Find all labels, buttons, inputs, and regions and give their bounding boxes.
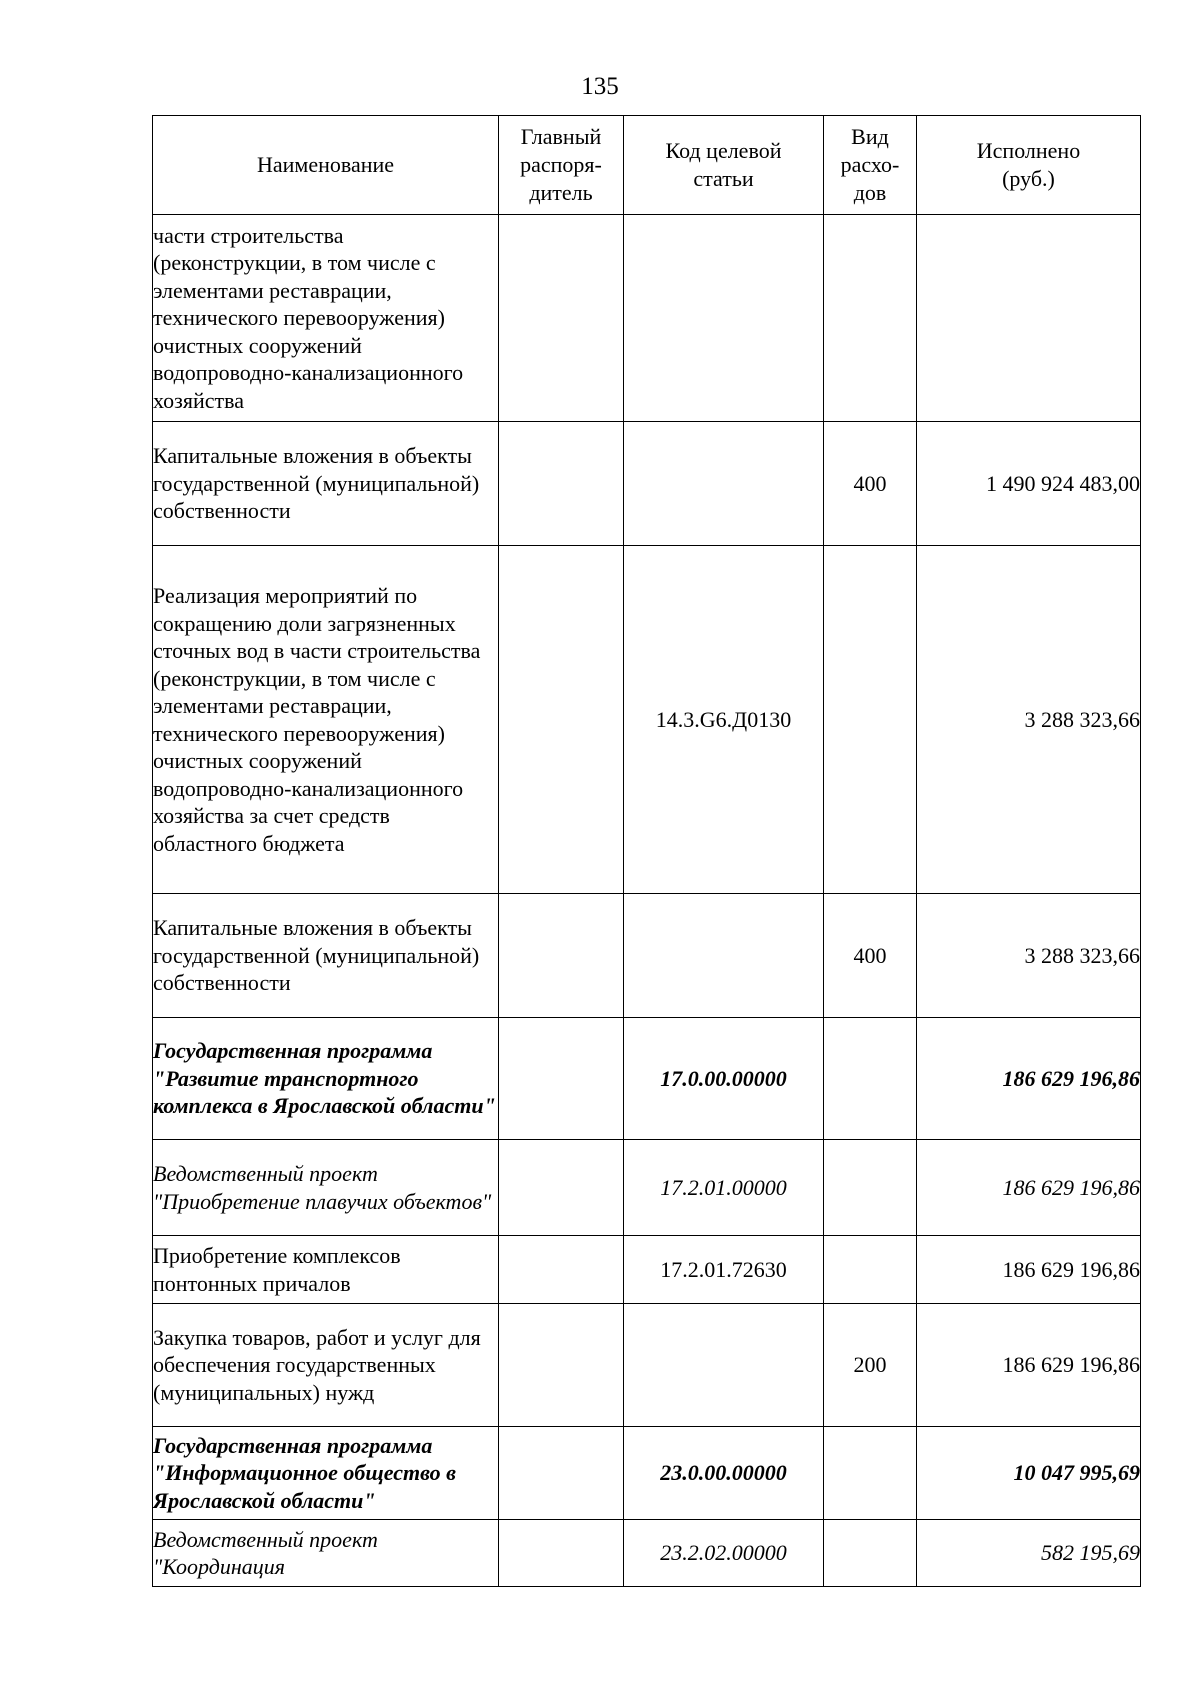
cell-executed: 186 629 196,86 [917, 1236, 1141, 1304]
table-row [153, 215, 1141, 422]
cell-manager [499, 546, 624, 894]
header-manager: Главный распоря- дитель [499, 116, 624, 215]
cell-executed: 10 047 995,69 [917, 1427, 1141, 1520]
cell-manager [499, 1018, 624, 1140]
cell-executed: 582 195,69 [917, 1520, 1141, 1587]
table-row [153, 1140, 1141, 1236]
table-row [153, 894, 1141, 1018]
cell-code: 23.0.00.00000 [624, 1427, 824, 1520]
header-name: Наименование [153, 116, 499, 215]
cell-manager [499, 1520, 624, 1587]
cell-manager [499, 215, 624, 422]
cell-manager [499, 894, 624, 1018]
cell-name: Капитальные вложения в объекты государственной (муниципальной) собственности [153, 422, 499, 546]
cell-executed: 186 629 196,86 [917, 1018, 1141, 1140]
cell-expense-type [824, 215, 917, 422]
cell-code [624, 215, 824, 422]
cell-manager [499, 1427, 624, 1520]
cell-code: 17.2.01.00000 [624, 1140, 824, 1236]
table-row [153, 1018, 1141, 1140]
cell-executed: 186 629 196,86 [917, 1304, 1141, 1427]
cell-expense-type: 200 [824, 1304, 917, 1427]
cell-name: Реализация мероприятий по сокращению доли загрязненных сточных вод в части строительства (реконструкции, в том числе с элементами реставрации, технического перевооружения) очистных сооружений водопроводно-канализационного хозяйства за счет средств областного бюджета [153, 546, 499, 894]
cell-executed [917, 215, 1141, 422]
header-executed: Исполнено (руб.) [917, 116, 1141, 215]
cell-manager [499, 1140, 624, 1236]
cell-expense-type [824, 1140, 917, 1236]
cell-expense-type: 400 [824, 422, 917, 546]
cell-expense-type [824, 1236, 917, 1304]
cell-expense-type [824, 546, 917, 894]
header-code: Код целевой статьи [624, 116, 824, 215]
cell-manager [499, 1304, 624, 1427]
table-row [153, 1236, 1141, 1304]
cell-expense-type [824, 1018, 917, 1140]
cell-name: Ведомственный проект "Координация [153, 1520, 499, 1587]
cell-name: Капитальные вложения в объекты государственной (муниципальной) собственности [153, 894, 499, 1018]
cell-expense-type [824, 1520, 917, 1587]
cell-name: Государственная программа "Развитие транспортного комплекса в Ярославской области" [153, 1018, 499, 1140]
table-row [153, 422, 1141, 546]
cell-code: 17.0.00.00000 [624, 1018, 824, 1140]
cell-code [624, 894, 824, 1018]
cell-expense-type: 400 [824, 894, 917, 1018]
cell-executed: 1 490 924 483,00 [917, 422, 1141, 546]
cell-manager [499, 1236, 624, 1304]
cell-name: части строительства (реконструкции, в том числе с элементами реставрации, технического перевооружения) очистных сооружений водопроводно-канализационного хозяйства [153, 215, 499, 422]
page-number: 135 [581, 73, 619, 100]
cell-manager [499, 422, 624, 546]
cell-name: Государственная программа "Информационное общество в Ярославской области" [153, 1427, 499, 1520]
cell-code: 14.3.G6.Д0130 [624, 546, 824, 894]
table-header-row [153, 116, 1141, 215]
cell-code [624, 422, 824, 546]
table-row [153, 546, 1141, 894]
cell-code: 17.2.01.72630 [624, 1236, 824, 1304]
table-row [153, 1427, 1141, 1520]
cell-executed: 3 288 323,66 [917, 546, 1141, 894]
budget-table [152, 115, 1141, 1587]
table-row [153, 1520, 1141, 1587]
cell-code: 23.2.02.00000 [624, 1520, 824, 1587]
cell-executed: 3 288 323,66 [917, 894, 1141, 1018]
cell-code [624, 1304, 824, 1427]
table-row [153, 1304, 1141, 1427]
cell-name: Ведомственный проект "Приобретение плавучих объектов" [153, 1140, 499, 1236]
cell-expense-type [824, 1427, 917, 1520]
cell-name: Закупка товаров, работ и услуг для обеспечения государственных (муниципальных) нужд [153, 1304, 499, 1427]
header-expense-type: Вид расхо- дов [824, 116, 917, 215]
cell-executed: 186 629 196,86 [917, 1140, 1141, 1236]
cell-name: Приобретение комплексов понтонных причалов [153, 1236, 499, 1304]
